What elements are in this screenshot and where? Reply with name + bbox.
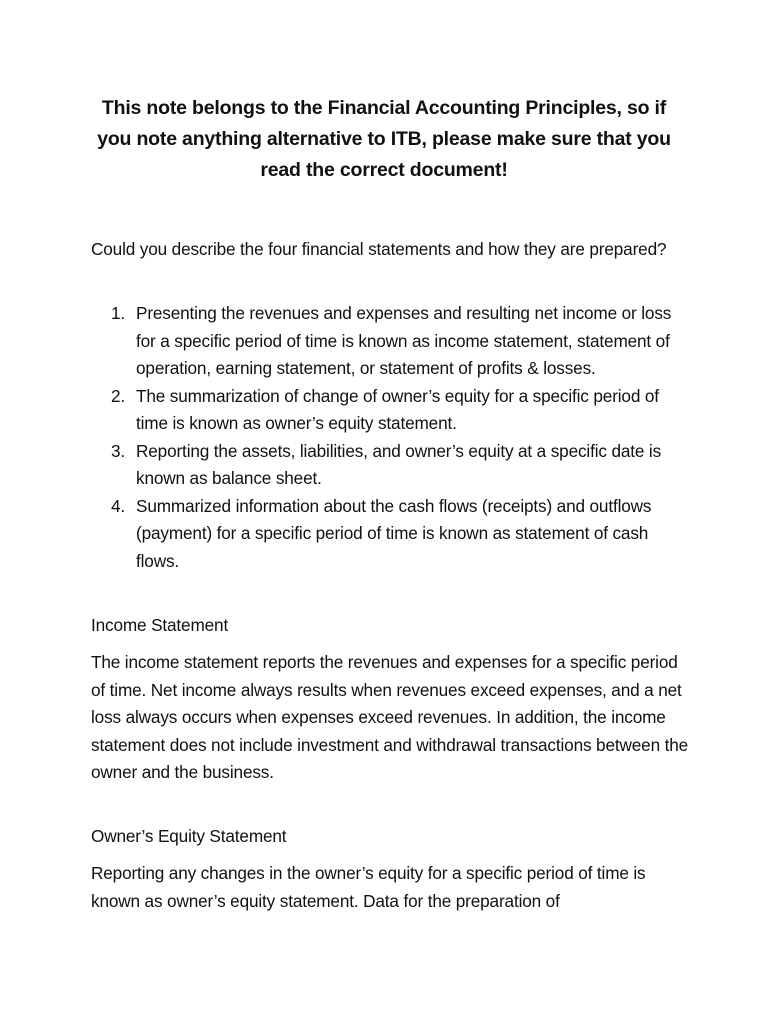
owners-equity-heading: Owner’s Equity Statement bbox=[91, 826, 287, 846]
owners-equity-paragraph: Reporting any changes in the owner’s equity for a specific period of time is known as owner’s equity statement. Data for the preparation of bbox=[91, 863, 646, 911]
financial-statements-list bbox=[91, 300, 691, 575]
list-item bbox=[91, 300, 691, 383]
list-item bbox=[91, 383, 691, 438]
list-item bbox=[91, 493, 691, 576]
list-item-number: 4. bbox=[111, 495, 126, 516]
notice-heading: This note belongs to the Financial Accounting Principles, so if you note anything alternative to ITB, please make sure that you read the correct document! bbox=[97, 97, 671, 181]
list-item-number: 1. bbox=[111, 303, 126, 323]
list-item bbox=[91, 438, 691, 493]
list-item-number: 3. bbox=[111, 440, 126, 461]
list-item-text: The summarization of change of owner’s equity for a specific period of time is known as owner’s equity statement. bbox=[136, 385, 659, 433]
list-item-text: Presenting the revenues and expenses and resulting net income or loss for a specific period of time is known as income statement, statement of operation, earning statement, or statement of profits & losses. bbox=[136, 303, 672, 378]
income-statement-heading: Income Statement bbox=[91, 615, 229, 635]
list-item-number: 2. bbox=[111, 385, 126, 406]
income-statement-paragraph: The income statement reports the revenues and expenses for a specific period of time. Net income always results when revenues exceed expenses, and a net loss always occurs when expenses exceed revenues. In addition, the income statement does not include investment and withdrawal transactions between the owner and the business. bbox=[91, 652, 689, 782]
list-item-text: Summarized information about the cash flows (receipts) and outflows (payment) for a specific period of time is known as statement of cash flows. bbox=[136, 495, 652, 571]
question-text: Could you describe the four financial statements and how they are prepared? bbox=[91, 239, 667, 259]
list-item-text: Reporting the assets, liabilities, and owner’s equity at a specific date is known as balance sheet. bbox=[136, 440, 662, 488]
